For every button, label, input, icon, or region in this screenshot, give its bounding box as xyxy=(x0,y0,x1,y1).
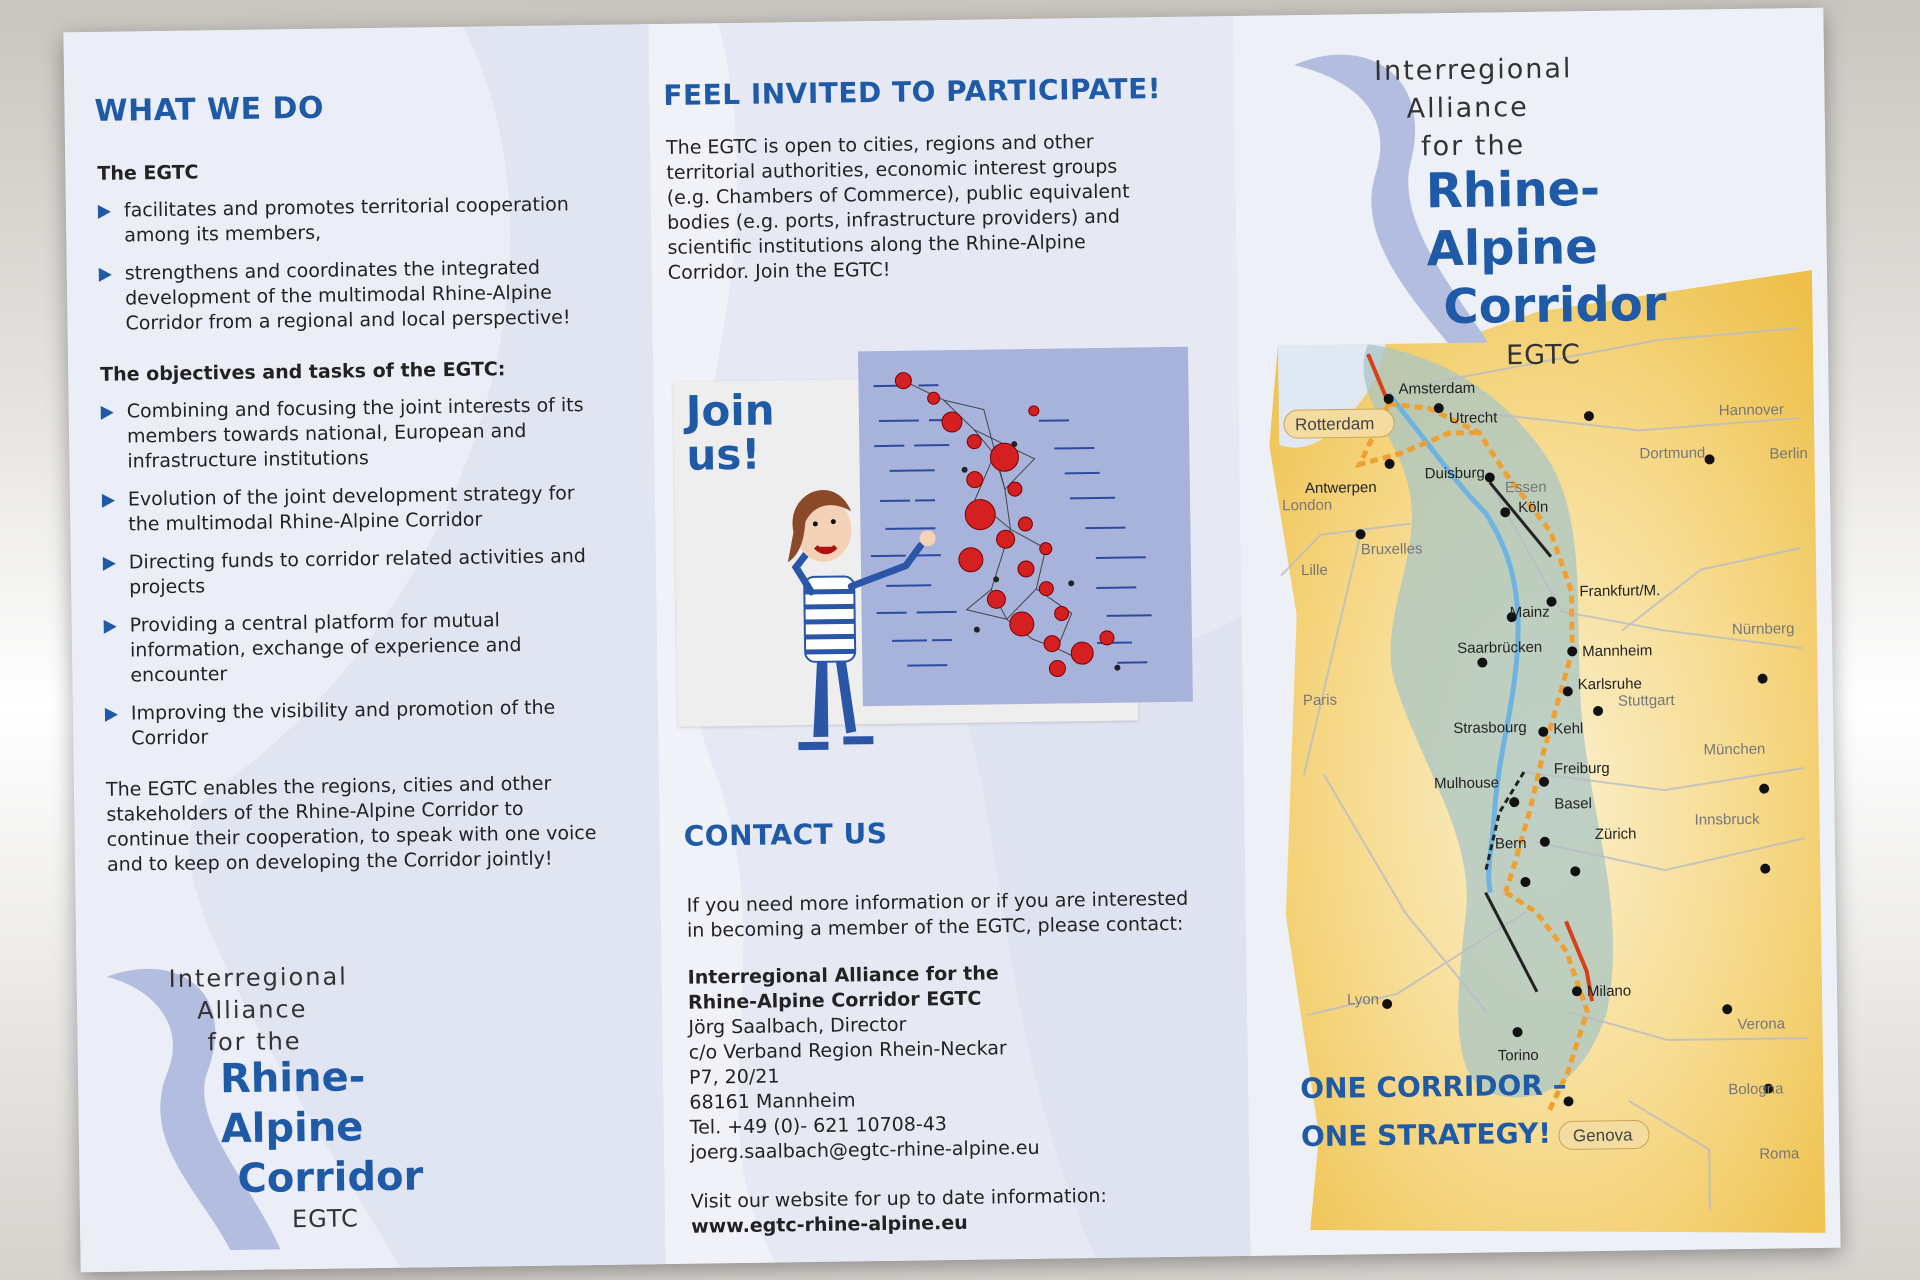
panel-cover-map xyxy=(1233,8,1840,1256)
slogan-line-1: ONE CORRIDOR – xyxy=(1300,1068,1567,1106)
city-mannheim: Mannheim xyxy=(1582,642,1653,661)
city-kehl: Kehl xyxy=(1553,720,1584,738)
logo-corridor: Corridor xyxy=(1443,275,1667,336)
join-text: Join us! xyxy=(685,385,775,480)
logo-egtc: EGTC xyxy=(1505,339,1582,372)
list-item: Providing a central platform for mutual information, exchange of experience and encounter xyxy=(104,607,605,689)
logo-line-1: Interregional xyxy=(168,962,349,993)
city-roma: Roma xyxy=(1759,1145,1800,1163)
city-freiburg: Freiburg xyxy=(1553,759,1610,778)
city-muenchen: München xyxy=(1703,740,1766,759)
city-zuerich: Zürich xyxy=(1594,825,1637,844)
logo-line-1: Interregional xyxy=(1373,53,1573,88)
list-item: Evolution of the joint development strategy for the multimodal Rhine-Alpine Corridor xyxy=(102,481,603,538)
city-london: London xyxy=(1282,496,1333,515)
city-utrecht: Utrecht xyxy=(1448,409,1498,428)
egtc-logo-cover xyxy=(1233,8,1828,376)
city-paris: Paris xyxy=(1302,691,1338,710)
list-item: facilitates and promotes territorial cooperation among its members, xyxy=(98,192,599,249)
what-we-do-body xyxy=(97,155,607,878)
logo-rhine: Rhine- xyxy=(219,1054,366,1103)
city-lyon: Lyon xyxy=(1346,991,1380,1009)
city-duisburg: Duisburg xyxy=(1424,464,1485,483)
city-nuernberg: Nürnberg xyxy=(1731,620,1795,639)
bullet-arrow-icon xyxy=(104,620,117,634)
what-we-do-heading: WHAT WE DO xyxy=(94,90,325,129)
city-antwerpen: Antwerpen xyxy=(1304,479,1377,498)
city-mainz: Mainz xyxy=(1509,603,1550,622)
list-item: strengthens and coordinates the integrated development of the multimodal Rhine-Alpine Corridor from a regional and local perspective! xyxy=(99,255,600,337)
list-item: Combining and focusing the joint interests of its members towards national, European and infrastructure institutions xyxy=(101,393,602,475)
port-tag-genova xyxy=(1559,1120,1649,1149)
city-verona: Verona xyxy=(1737,1015,1786,1034)
logo-line-3: for the xyxy=(207,1027,302,1057)
closing-paragraph: The EGTC enables the regions, cities and other stakeholders of the Rhine-Alpine Corridor to continue their cooperation, to speak with one voice and to keep on developing the Corridor jointly! xyxy=(105,772,597,876)
network-board-drawing xyxy=(673,347,1199,774)
logo-corridor: Corridor xyxy=(237,1153,424,1203)
objectives-label: The objectives and tasks of the EGTC: xyxy=(100,358,506,386)
logo-alpine: Alpine xyxy=(1426,218,1599,278)
city-hannover: Hannover xyxy=(1718,401,1785,420)
bullet-arrow-icon xyxy=(98,205,111,219)
bullet-arrow-icon xyxy=(101,406,114,420)
egtc-bullet-list xyxy=(98,192,600,337)
city-bern: Bern xyxy=(1494,834,1527,853)
city-berlin: Berlin xyxy=(1769,445,1808,463)
bullet-arrow-icon xyxy=(103,557,116,571)
contact-street: P7, 20/21 xyxy=(688,1065,780,1089)
brochure-sheet xyxy=(63,8,1840,1272)
city-bruxelles: Bruxelles xyxy=(1360,540,1423,559)
list-item: Improving the visibility and promotion of the Corridor xyxy=(105,695,606,752)
bullet-arrow-icon xyxy=(102,494,115,508)
contact-co: c/o Verband Region Rhein-Neckar xyxy=(688,1037,1007,1064)
svg-text:Rotterdam: Rotterdam xyxy=(1294,414,1375,435)
contact-heading: CONTACT US xyxy=(683,816,888,853)
objectives-list xyxy=(101,393,606,752)
city-milano: Milano xyxy=(1586,982,1632,1001)
contact-name: Jörg Saalbach, Director xyxy=(688,1013,907,1039)
city-mulhouse: Mulhouse xyxy=(1433,774,1500,793)
egtc-logo-bottom xyxy=(106,946,530,1252)
contact-org-line-1: Interregional Alliance for the xyxy=(687,962,999,989)
contact-phone: Tel. +49 (0)- 621 10708-43 xyxy=(689,1113,948,1139)
participate-heading: FEEL INVITED TO PARTICIPATE! xyxy=(663,72,1162,112)
slogan xyxy=(1300,1061,1568,1161)
city-karlsruhe: Karlsruhe xyxy=(1577,675,1643,694)
city-dortmund: Dortmund xyxy=(1639,444,1706,463)
city-frankfurt: Frankfurt/M. xyxy=(1579,582,1661,601)
port-tag-rotterdam xyxy=(1284,409,1394,439)
contact-intro: If you need more information or if you are interested in becoming a member of the EGTC, please contact: xyxy=(686,887,1189,942)
contact-block xyxy=(687,886,1212,1239)
panel-participate xyxy=(648,16,1250,1264)
city-stuttgart: Stuttgart xyxy=(1617,691,1675,710)
city-essen: Essen xyxy=(1504,478,1547,497)
contact-org-line-2: Rhine-Alpine Corridor EGTC xyxy=(687,987,982,1014)
svg-text:Genova: Genova xyxy=(1572,1125,1633,1146)
city-strasbourg: Strasbourg xyxy=(1453,718,1527,738)
logo-line-2: Alliance xyxy=(196,995,308,1025)
city-basel: Basel xyxy=(1554,795,1592,813)
city-innsbruck: Innsbruck xyxy=(1694,810,1760,829)
logo-rhine: Rhine- xyxy=(1425,160,1601,220)
logo-line-3: for the xyxy=(1420,129,1526,163)
egtc-label: The EGTC xyxy=(97,161,199,185)
join-us-illustration xyxy=(673,347,1199,774)
website-label: Visit our website for up to date information: xyxy=(690,1184,1107,1213)
city-torino: Torino xyxy=(1497,1046,1539,1065)
city-lille: Lille xyxy=(1300,561,1328,580)
contact-email-link[interactable]: joerg.saalbach@egtc-rhine-alpine.eu xyxy=(689,1136,1040,1164)
bullet-arrow-icon xyxy=(99,268,112,282)
panel-what-we-do xyxy=(63,24,665,1272)
city-saarbruecken: Saarbrücken xyxy=(1457,638,1543,657)
city-amsterdam: Amsterdam xyxy=(1398,379,1476,398)
logo-egtc: EGTC xyxy=(291,1204,360,1234)
logo-alpine: Alpine xyxy=(220,1104,364,1153)
city-bologna: Bologna xyxy=(1728,1080,1784,1099)
website-link[interactable]: www.egtc-rhine-alpine.eu xyxy=(691,1211,968,1238)
slogan-line-2: ONE STRATEGY! xyxy=(1300,1116,1552,1154)
bullet-arrow-icon xyxy=(105,708,118,722)
logo-line-2: Alliance xyxy=(1406,91,1529,125)
contact-city: 68161 Mannheim xyxy=(689,1089,856,1114)
participate-intro: The EGTC is open to cities, regions and other territorial authorities, economic interest groups (e.g. Chambers of Commerce), public equivalent bodies (e.g. ports, infrastructure providers) and scientific institutions along the Rhine-Alpine Corridor. Join the EGTC! xyxy=(665,130,1130,284)
list-item: Directing funds to corridor related activities and projects xyxy=(103,544,604,601)
city-koeln: Köln xyxy=(1518,498,1549,517)
